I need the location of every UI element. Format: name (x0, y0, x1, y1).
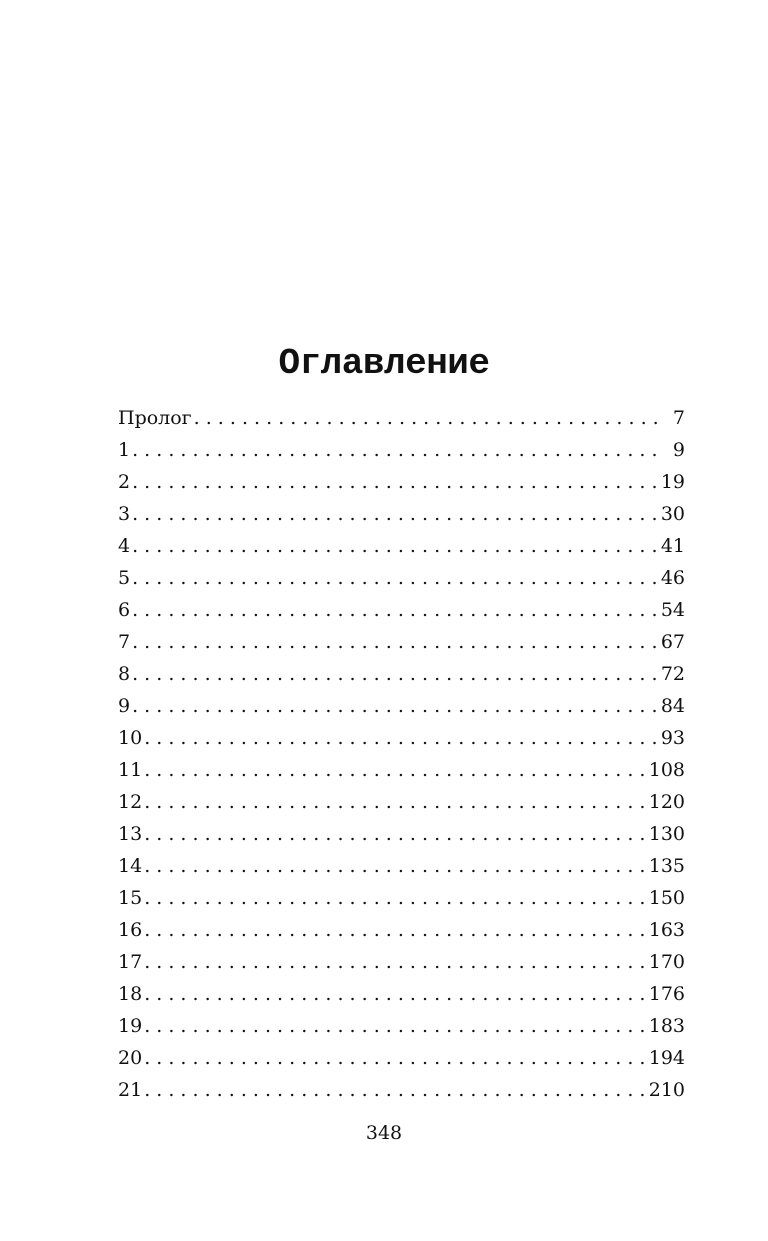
dot-leader (144, 978, 647, 1010)
toc-entry-page: 163 (648, 919, 685, 941)
dot-leader (144, 818, 647, 850)
toc-entry-page: 7 (672, 407, 685, 429)
dot-leader (132, 658, 659, 690)
dot-leader (132, 626, 659, 658)
toc-entry (118, 818, 685, 850)
toc-entry (118, 850, 685, 882)
toc-entry (118, 690, 685, 722)
toc-entry-page: 120 (648, 791, 685, 813)
dot-leader (144, 914, 647, 946)
dot-leader (144, 946, 647, 978)
toc-entry-label: 1 (118, 439, 131, 461)
toc-entry (118, 1074, 685, 1106)
page-title: Оглавление (278, 343, 490, 385)
toc-entry-page: 41 (660, 535, 685, 557)
toc-entry (118, 626, 685, 658)
dot-leader (144, 754, 647, 786)
toc-entry (118, 658, 685, 690)
toc-entry-label: 21 (118, 1079, 143, 1101)
toc-entry-label: 11 (118, 759, 143, 781)
toc-entry-page: 108 (648, 759, 685, 781)
toc-entry-label: 2 (118, 471, 131, 493)
toc-entry-label: 15 (118, 887, 143, 909)
toc-entry-page: 135 (648, 855, 685, 877)
dot-leader (132, 434, 663, 466)
toc-entry (118, 754, 685, 786)
dot-leader (144, 1042, 647, 1074)
dot-leader (132, 562, 659, 594)
toc-entry (118, 434, 685, 466)
dot-leader (132, 594, 659, 626)
toc-entry-label: 9 (118, 695, 131, 717)
dot-leader (144, 722, 659, 754)
toc-entry-page: 54 (660, 599, 685, 621)
toc-entry (118, 466, 685, 498)
dot-leader (132, 530, 659, 562)
toc-entry-page: 183 (648, 1015, 685, 1037)
toc-entry-page: 84 (660, 695, 685, 717)
toc-entry (118, 530, 685, 562)
toc-entry-page: 210 (648, 1079, 685, 1101)
toc-entry-label: 3 (118, 503, 131, 525)
toc-entry-label: 19 (118, 1015, 143, 1037)
toc-entry-label: 6 (118, 599, 131, 621)
dot-leader (194, 402, 663, 434)
toc-entry-page: 130 (648, 823, 685, 845)
dot-leader (144, 882, 647, 914)
toc-entry-label: 17 (118, 951, 143, 973)
dot-leader (132, 690, 659, 722)
toc-entry-label: 5 (118, 567, 131, 589)
toc-entry (118, 946, 685, 978)
toc-entry-label: 10 (118, 727, 143, 749)
toc-entry-label: Пролог (118, 407, 192, 429)
toc-entry-label: 7 (118, 631, 131, 653)
toc-entry (118, 786, 685, 818)
toc-entry-label: 13 (118, 823, 143, 845)
toc-entry-label: 14 (118, 855, 143, 877)
toc-entry (118, 402, 685, 434)
dot-leader (144, 850, 647, 882)
dot-leader (144, 786, 647, 818)
toc-entry-page: 176 (648, 983, 685, 1005)
toc-entry (118, 498, 685, 530)
toc-entry-page: 19 (660, 471, 685, 493)
toc-entry (118, 1010, 685, 1042)
dot-leader (132, 498, 659, 530)
table-of-contents (118, 402, 685, 1106)
toc-entry-label: 20 (118, 1047, 143, 1069)
toc-entry-label: 18 (118, 983, 143, 1005)
toc-entry (118, 594, 685, 626)
toc-entry-label: 8 (118, 663, 131, 685)
toc-entry (118, 978, 685, 1010)
toc-entry (118, 1042, 685, 1074)
toc-entry-page: 72 (660, 663, 685, 685)
dot-leader (144, 1074, 647, 1106)
toc-entry-label: 4 (118, 535, 131, 557)
toc-entry (118, 914, 685, 946)
toc-entry-page: 46 (660, 567, 685, 589)
toc-entry-label: 12 (118, 791, 143, 813)
dot-leader (132, 466, 659, 498)
toc-entry-label: 16 (118, 919, 143, 941)
toc-entry-page: 30 (660, 503, 685, 525)
toc-entry-page: 9 (672, 439, 685, 461)
toc-entry (118, 882, 685, 914)
toc-entry-page: 170 (648, 951, 685, 973)
toc-entry (118, 722, 685, 754)
toc-entry (118, 562, 685, 594)
page-number: 348 (365, 1122, 403, 1144)
toc-entry-page: 194 (648, 1047, 685, 1069)
toc-entry-page: 67 (660, 631, 685, 653)
toc-entry-page: 93 (660, 727, 685, 749)
dot-leader (144, 1010, 647, 1042)
toc-entry-page: 150 (648, 887, 685, 909)
